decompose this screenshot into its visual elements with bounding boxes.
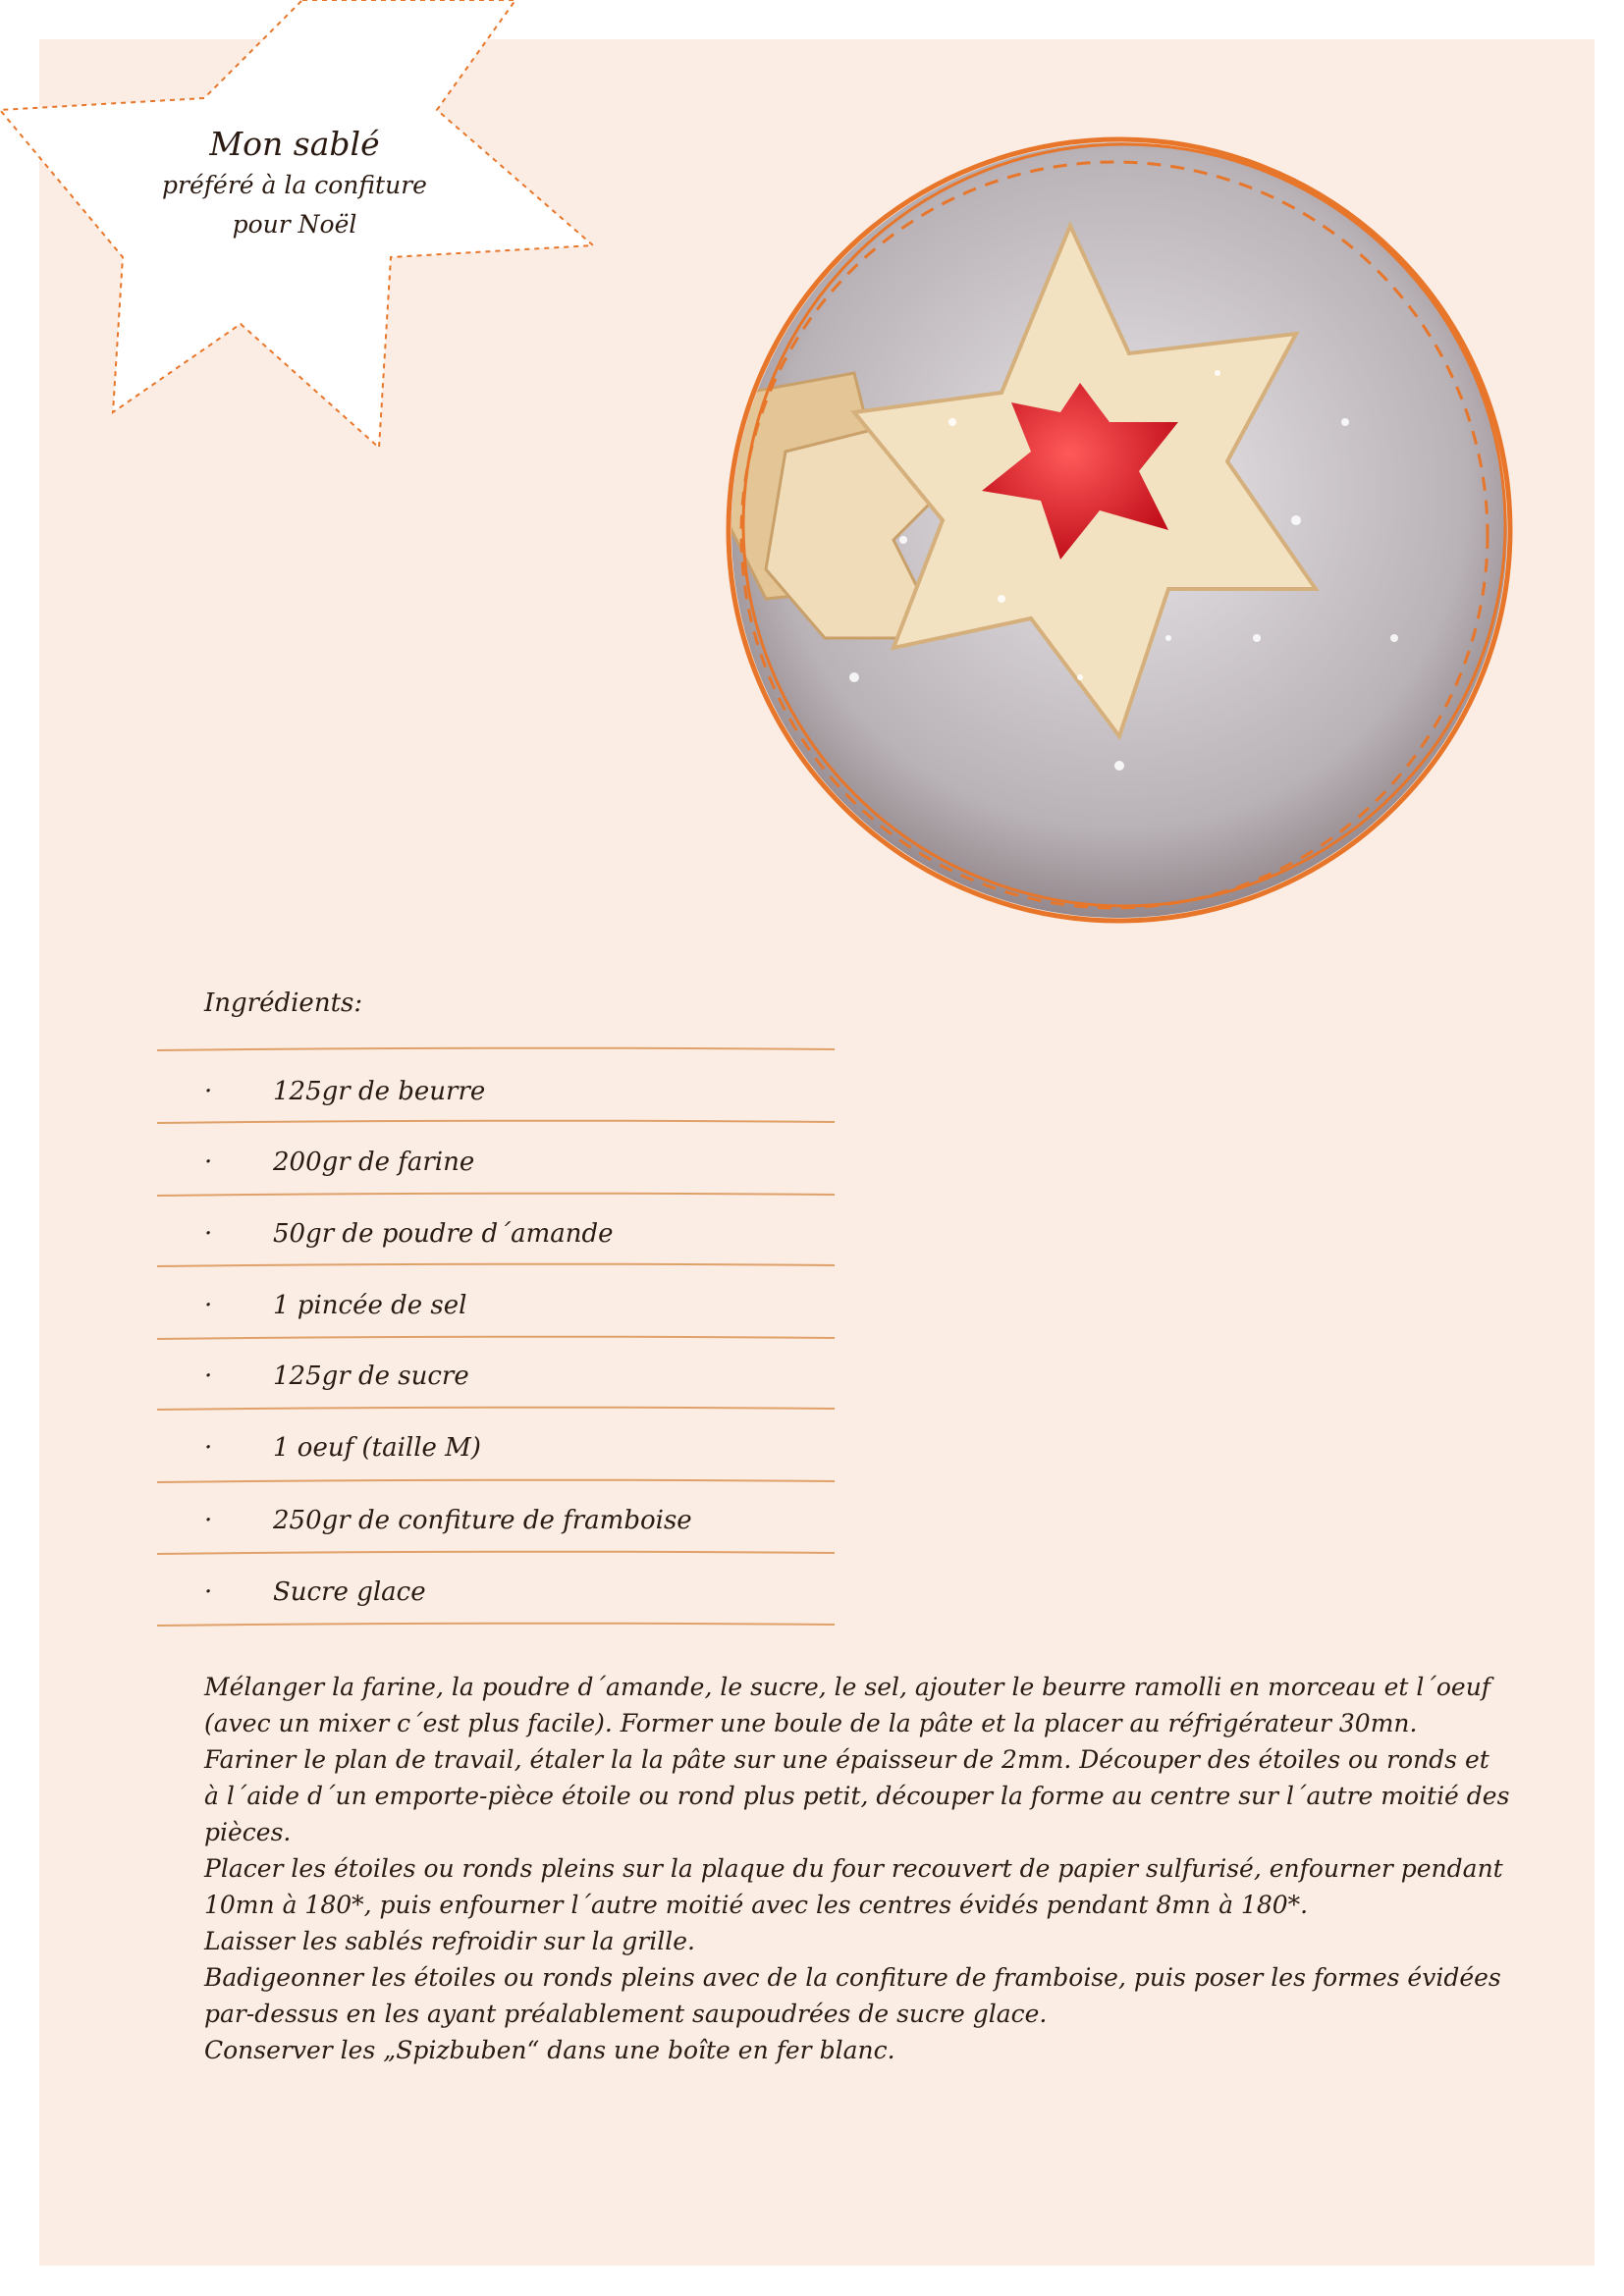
ruled-line xyxy=(157,1045,835,1053)
recipe-subtitle-line2: pour Noël xyxy=(232,210,357,239)
jam-star-cookie-icon xyxy=(707,128,1532,933)
ruled-line xyxy=(157,1334,835,1342)
title-star xyxy=(0,0,609,461)
ingredient-item: · 50gr de poudre d´amande xyxy=(204,1219,614,1249)
cookie-photo xyxy=(707,128,1532,933)
ingredient-item: · 1 pincée de sel xyxy=(204,1291,467,1320)
method-paragraph: Placer les étoiles ou ronds pleins sur la plaque du four recouvert de papier sulfurisé, enfourner pendant 10mn à 180*, puis enfourner l´autre moitié avec les centres évidés pendant 8mn à 180*. xyxy=(204,1854,1503,1919)
ruled-line xyxy=(157,1477,835,1485)
ruled-line xyxy=(157,1621,835,1629)
ruled-line xyxy=(157,1118,835,1126)
ruled-line xyxy=(157,1191,835,1199)
method-paragraph: Mélanger la farine, la poudre d´amande, le sucre, le sel, ajouter le beurre ramolli en morceau et l´oeuf (avec un mixer c´est plus facile). Former une boule de la pâte et la placer au réfrigérateur 30mn. Fariner le plan de travail, étaler la la pâte sur une épaisseur de 2mm. Découper des étoiles ou ronds et à l´aide d´un emporte-pièce étoile ou rond plus petit, découper la forme au centre sur l´autre moitié des pièces. xyxy=(204,1673,1510,1846)
ingredient-item: · 250gr de confiture de framboise xyxy=(204,1506,692,1535)
ruled-line xyxy=(157,1261,835,1269)
method-paragraph: Conserver les „Spizbuben“ dans une boîte en fer blanc. xyxy=(204,2036,895,2064)
ingredient-item: · 125gr de sucre xyxy=(204,1362,469,1391)
method-text xyxy=(204,1669,1510,2068)
ingredient-item: · 125gr de beurre xyxy=(204,1077,486,1106)
method-paragraph: Laisser les sablés refroidir sur la grille. xyxy=(204,1927,695,1955)
title-block xyxy=(142,123,447,244)
ingredient-item: · 200gr de farine xyxy=(204,1148,475,1177)
ingredient-item: · 1 oeuf (taille M) xyxy=(204,1433,481,1463)
method-paragraph: Badigeonner les étoiles ou ronds pleins avec de la confiture de framboise, puis poser les formes évidées par-dessus en les ayant préalablement saupoudrées de sucre glace. xyxy=(204,1963,1501,2028)
ruled-line xyxy=(157,1549,835,1557)
recipe-subtitle-line1: préféré à la confiture xyxy=(162,171,427,199)
ingredients-heading: Ingrédients: xyxy=(204,988,363,1018)
ingredient-item: · Sucre glace xyxy=(204,1577,426,1607)
recipe-title: Mon sablé xyxy=(209,125,380,163)
ruled-line xyxy=(157,1405,835,1413)
